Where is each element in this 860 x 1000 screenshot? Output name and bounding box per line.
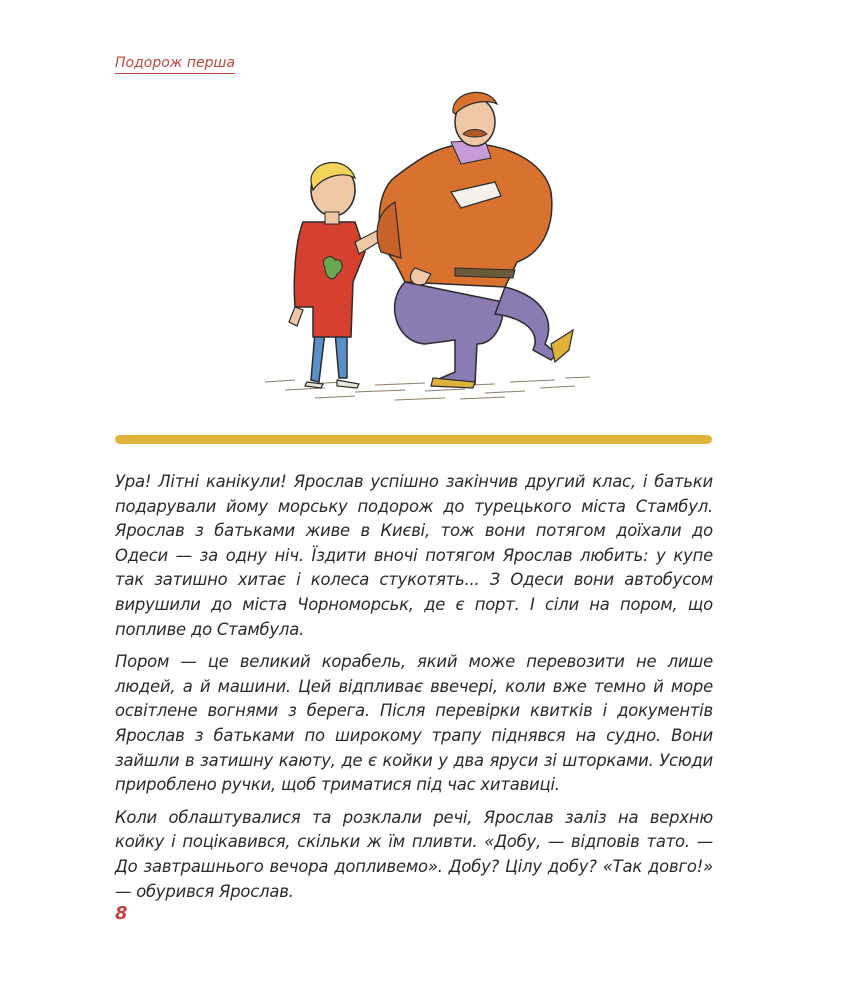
- father-figure: [377, 92, 573, 388]
- paragraph: Коли облаштувалися та розклали речі, Ярослав заліз на верхню койку і поцікавився, скільки ж їм пливти. «Добу, — відповів тато. — До завтрашнього вечора допливемо». Добу? Цілу добу? «Так довго!» — обурився Ярослав.: [115, 807, 713, 901]
- boy-and-father-illustration: [255, 82, 600, 417]
- page-number: 8: [115, 903, 128, 924]
- paragraph: Пором — це великий корабель, який може перевозити не лише людей, а й машини. Цей відпливає ввечері, коли вже темно й море освітлене вогнями з берега. Після перевірки квитків і документів Ярослав з батьками по широкому трапу піднявся на судно. Вони зайшли в затишну каюту, де є койки у два яруси зі шторками. Усюди приробленo ручки, щоб триматися під час хитавиці.: [115, 652, 713, 795]
- section-divider: [115, 435, 712, 444]
- story-text: [115, 470, 713, 912]
- paragraph: Ура! Літні канікули! Ярослав успішно закінчив другий клас, і батьки подарували йому морську подорож до турецького міста Стамбул. Ярослав з батьками живе в Києві, тож вони потягом доїхали до Одеси — за одну ніч. Їздити вночі потягом Ярослав любить: у купе так затишно хитає і колеса стукотять... З Одеси вони автобусом вирушили до міста Чорноморськ, де є порт. І сіли на пором, що попливе до Стамбула.: [115, 472, 713, 639]
- chapter-label: Подорож перша: [115, 55, 235, 74]
